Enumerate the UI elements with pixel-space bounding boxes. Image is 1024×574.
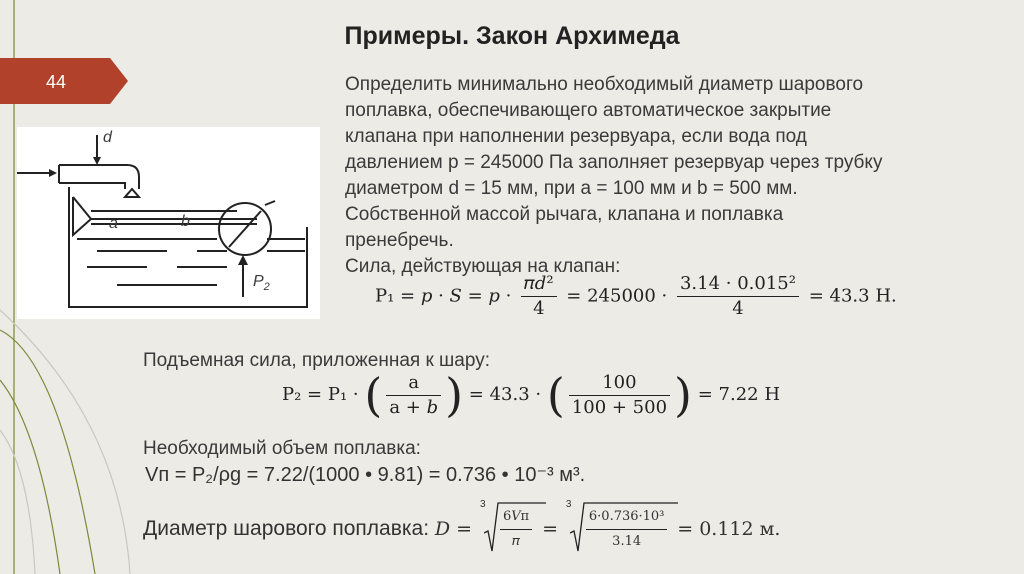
formula2-mid: = 43.3 ·: [468, 384, 542, 405]
numerator: 6𝑉п: [500, 505, 532, 530]
problem-line: Собственной массой рычага, клапана и поплавка: [345, 204, 784, 225]
lift-force-label: Подъемная сила, приложенная к шару:: [143, 350, 490, 371]
numerator: 3.14 · 0.015²: [677, 272, 799, 297]
denominator: 𝜋: [512, 534, 520, 549]
diameter-formula: [143, 499, 781, 554]
float-valve-diagram: [17, 127, 320, 319]
denominator: a + 𝑏: [389, 396, 439, 418]
cube-root: [565, 499, 672, 554]
problem-line: диаметром d = 15 мм, при a = 100 мм и b = 500 мм.: [345, 178, 798, 199]
problem-statement: [345, 72, 1005, 280]
fraction: [677, 272, 799, 321]
volume-formula: Vп = P₂/ρg = 7.22/(1000 • 9.81) = 0.736 • 10⁻³ м³.: [145, 464, 586, 486]
numerator: 𝜋𝑑²: [521, 272, 556, 297]
diagram-drawing: [17, 127, 320, 319]
fraction: [386, 371, 441, 420]
problem-line: поплавка, обеспечивающего автоматическое закрытие: [345, 100, 832, 121]
cube-root: [479, 499, 536, 554]
problem-line: пренебречь.: [345, 230, 454, 251]
label-b: b: [181, 213, 190, 230]
root-index: 3: [479, 499, 486, 510]
formula2-rhs: = 7.22 Н: [697, 384, 781, 405]
root-index: 3: [565, 499, 572, 510]
label-a: a: [109, 215, 118, 232]
formula1-lhs: P₁ = 𝑝 · 𝑆 = 𝑝 ·: [375, 285, 512, 307]
denominator: 3.14: [612, 534, 642, 549]
formula-force-valve: [375, 272, 897, 321]
volume-label: Необходимый объем поплавка:: [143, 438, 421, 459]
slide-number: 44: [45, 72, 67, 92]
formula1-rhs: = 43.3 Н.: [808, 285, 897, 307]
problem-line: Сила, действующая на клапан:: [345, 256, 621, 277]
problem-line: давлением р = 245000 Па заполняет резервуар через трубку: [345, 152, 883, 173]
fraction: [569, 371, 670, 420]
problem-line: клапана при наполнении резервуара, если вода под: [345, 126, 807, 147]
slide-title: Примеры. Закон Архимеда: [344, 22, 680, 50]
diameter-rhs: = 0.112 м.: [677, 518, 781, 541]
formula1-mid: = 245000 ·: [566, 285, 668, 307]
equals-sign: =: [542, 518, 559, 541]
numerator: a: [386, 371, 441, 396]
label-p2: $P_2$: [253, 273, 270, 294]
denominator: 4: [732, 298, 744, 319]
diameter-label: Диаметр шарового поплавка:: [143, 517, 430, 541]
label-d: d: [103, 129, 112, 146]
numerator: 6·0.736·10³: [586, 505, 668, 530]
formula-lift-force: P₂ = P₁ · ( $\frac{a}{\text{a + 𝑏}}$ ) = 43.3 · ( $\frac{100}{100 + 500}$ ) = 7.22 Н: [282, 368, 781, 422]
formula2-lhs: P₂ = P₁ ·: [282, 384, 359, 405]
diameter-lhs: 𝐷 =: [434, 518, 473, 541]
numerator: 100: [569, 371, 670, 396]
problem-line: Определить минимально необходимый диаметр шарового: [345, 74, 864, 95]
denominator: 100 + 500: [571, 396, 668, 418]
fraction: [521, 272, 556, 321]
denominator: 4: [533, 298, 545, 319]
